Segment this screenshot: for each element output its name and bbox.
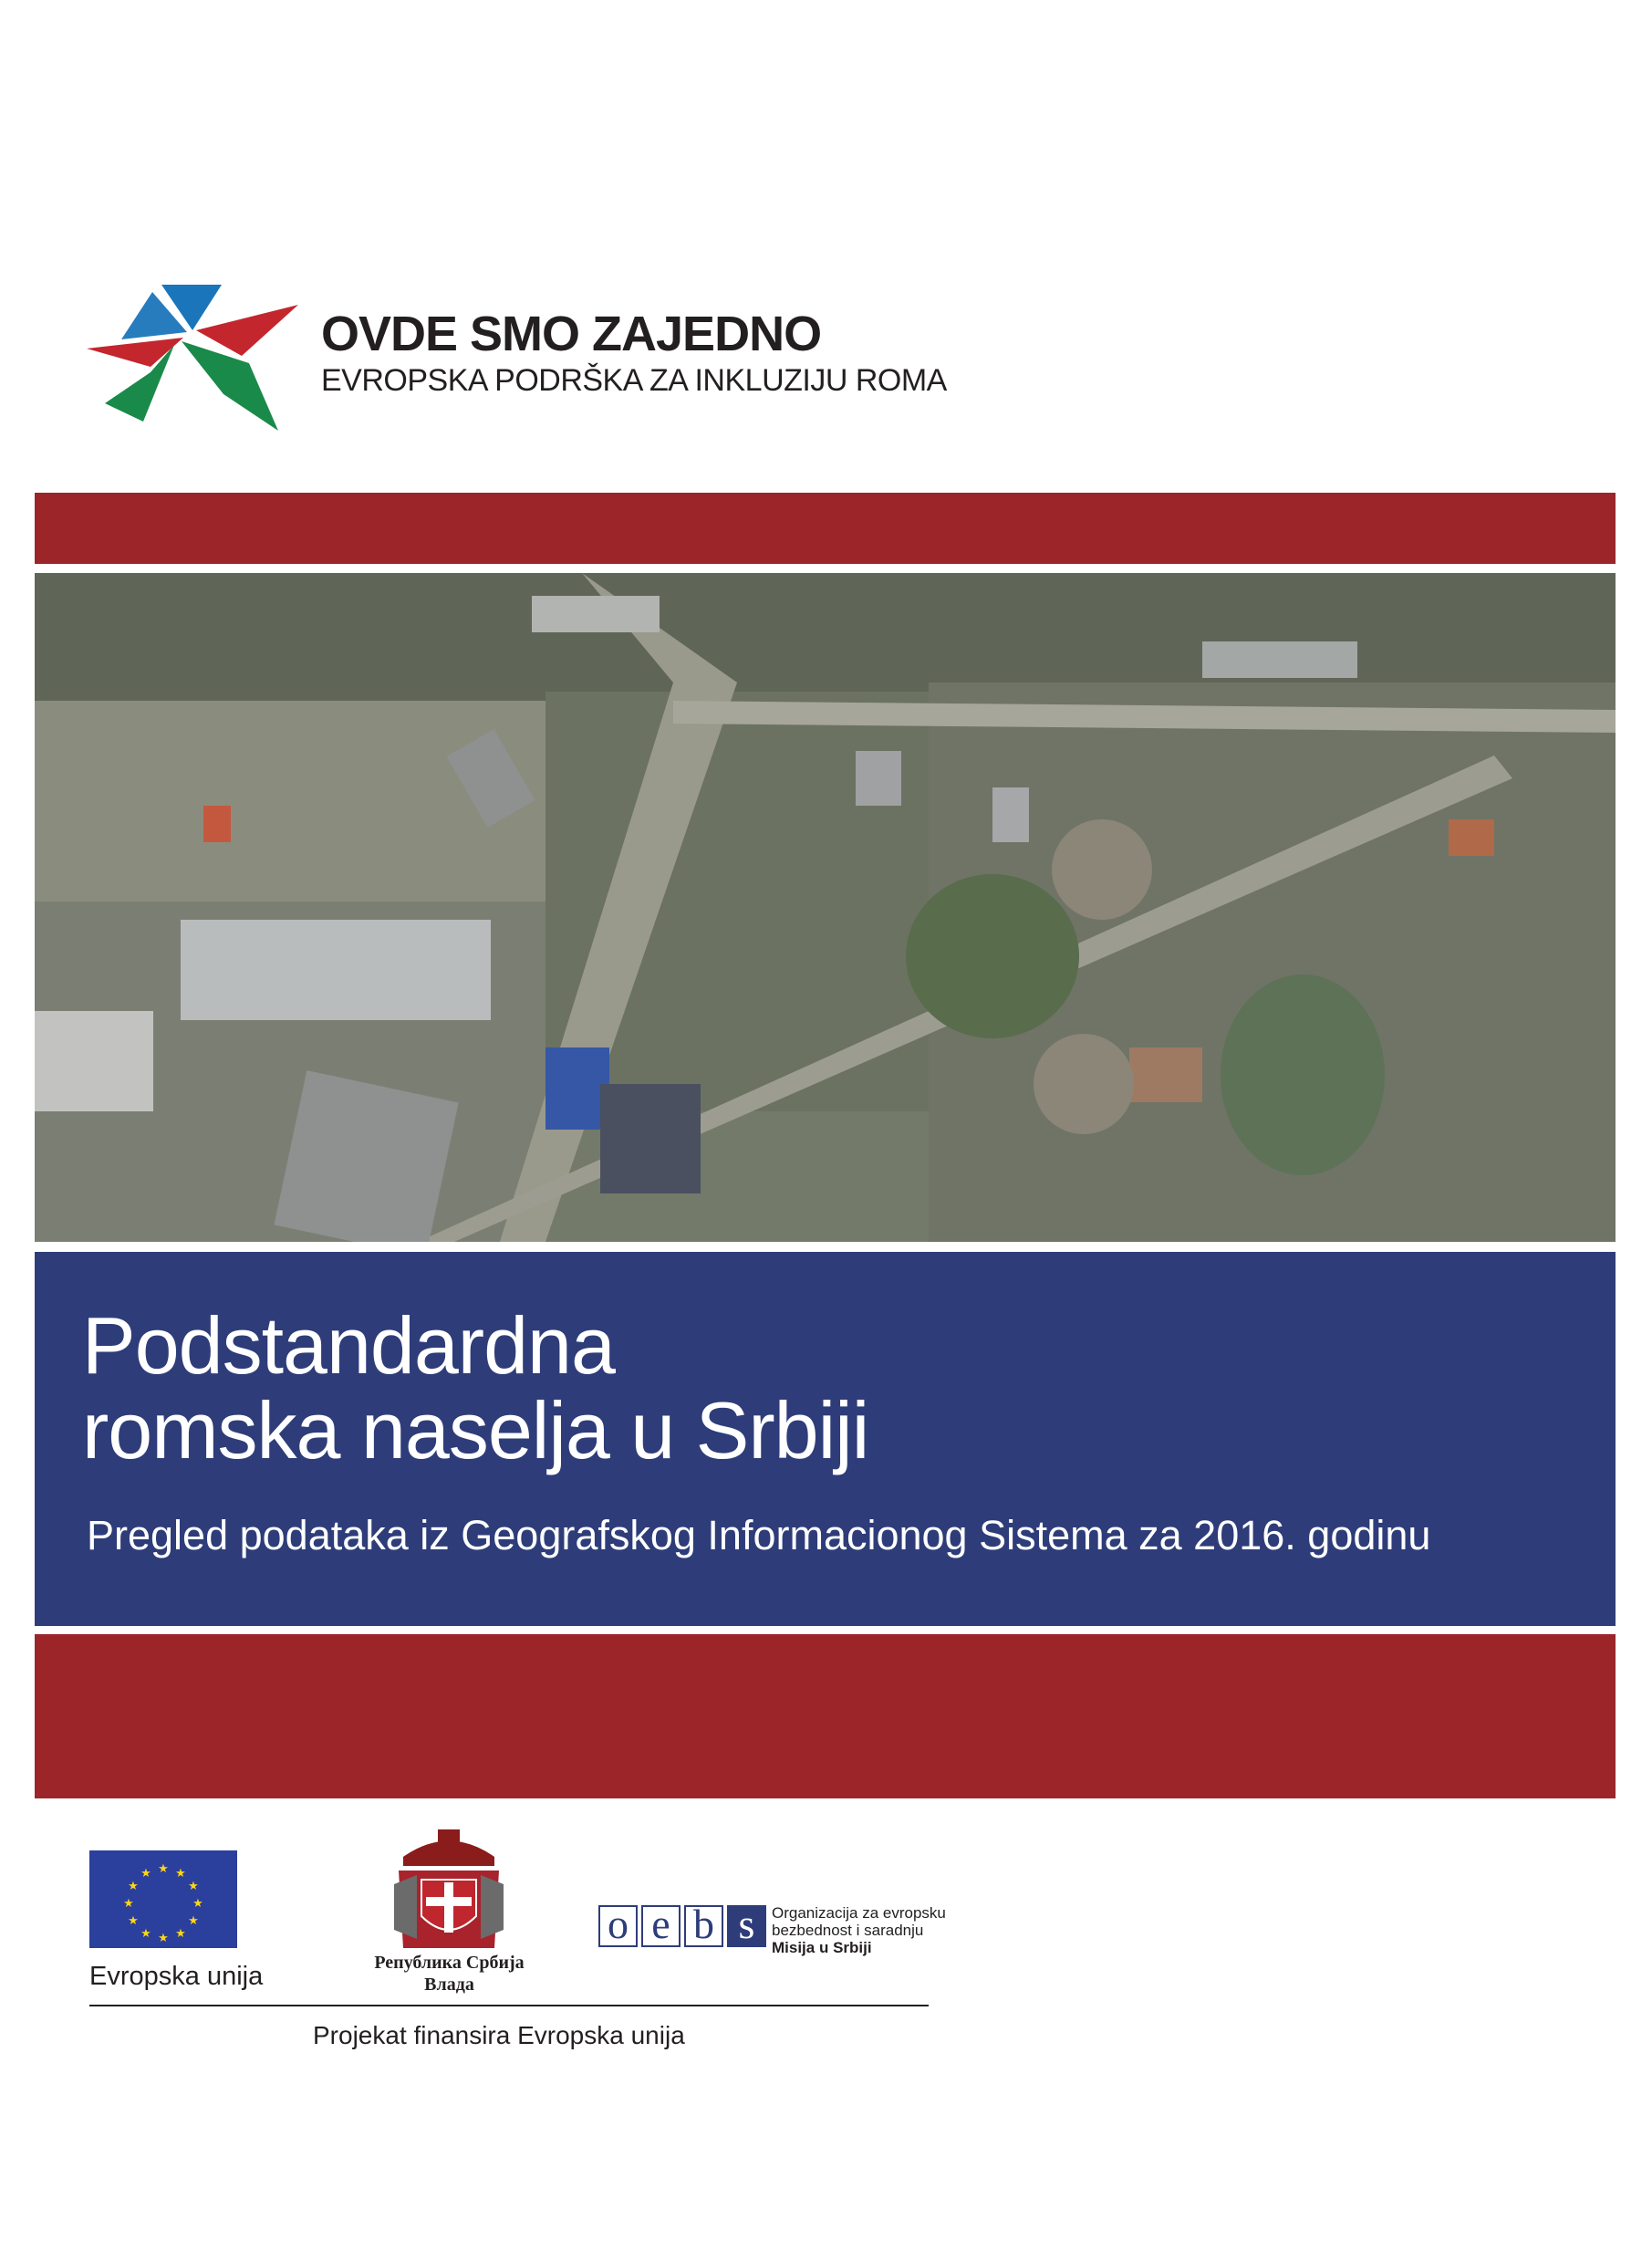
osce-letter-o: o [598, 1905, 638, 1947]
svg-text:★: ★ [140, 1867, 151, 1881]
star-swoosh-logo-icon [87, 285, 298, 431]
document-title-line-1: Podstandardna [82, 1300, 615, 1391]
svg-text:★: ★ [158, 1932, 169, 1945]
top-red-band [35, 493, 1616, 564]
svg-text:★: ★ [158, 1862, 169, 1876]
serbia-label-line-1: Република Србија [374, 1953, 525, 1973]
title-box [35, 1252, 1616, 1626]
document-subtitle: Pregled podataka iz Geografskog Informacionog Sistema za 2016. godinu [87, 1512, 1431, 1558]
serbia-label-line-2: Влада [424, 1975, 474, 1995]
svg-text:★: ★ [175, 1867, 186, 1881]
osce-line-2: bezbednost i saradnju [772, 1922, 924, 1939]
footer-funding-note: Projekat finansira Evropska unija [313, 2021, 685, 2049]
svg-text:★: ★ [188, 1914, 199, 1928]
osce-text [772, 1904, 946, 1956]
eu-label: Evropska unija [89, 1962, 264, 1991]
osce-letter-e: e [641, 1905, 681, 1947]
logo-subtitle: EVROPSKA PODRŠKA ZA INKLUZIJU ROMA [321, 363, 947, 398]
osce-logo-icon [598, 1901, 770, 1947]
aerial-photo-illustration [35, 573, 1616, 1242]
eu-stars-icon [89, 1850, 237, 1948]
svg-text:★: ★ [192, 1897, 203, 1911]
serbia-coat-of-arms-icon [394, 1829, 504, 1957]
svg-text:★: ★ [123, 1897, 134, 1911]
document-title-line-2: romska naselja u Srbiji [82, 1385, 869, 1475]
svg-text:★: ★ [128, 1880, 139, 1893]
osce-letter-s: s [727, 1905, 766, 1947]
svg-text:★: ★ [188, 1880, 199, 1893]
osce-line-3: Misija u Srbiji [772, 1939, 872, 1956]
logo-title: OVDE SMO ZAJEDNO [321, 307, 822, 361]
osce-letter-b: b [684, 1905, 723, 1947]
aerial-photo-icon [35, 573, 1616, 1242]
osce-line-1: Organizacija za evropsku [772, 1904, 946, 1922]
svg-text:★: ★ [128, 1914, 139, 1928]
footer-divider [89, 2005, 929, 2006]
svg-text:★: ★ [175, 1927, 186, 1941]
bottom-red-band [35, 1634, 1616, 1798]
eu-flag-icon [89, 1850, 237, 1948]
svg-text:★: ★ [140, 1927, 151, 1941]
